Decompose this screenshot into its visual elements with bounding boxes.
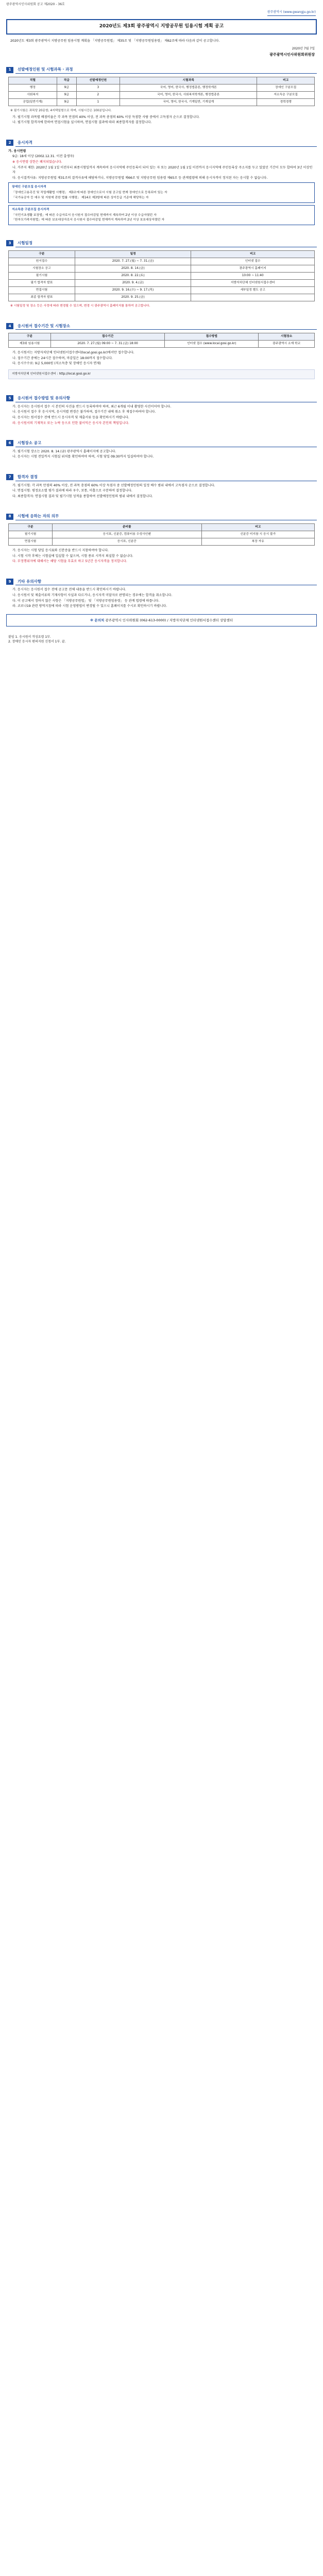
- cell: 필기 합격자 발표: [9, 279, 75, 286]
- s9-text: [8, 587, 315, 608]
- th: 구분: [9, 333, 51, 341]
- paragraph: 나. 필기시험 합격자에 한하여 면접시험을 실시하며, 면접시험 결과에 따라 최종합격자를 결정합니다.: [12, 121, 152, 125]
- section-6-title: 시험장소 공고: [15, 439, 317, 447]
- section-7-number: 7: [6, 474, 13, 480]
- application-link[interactable]: 지방자치단체 인터넷원서접수센터 : http://local.gosi.go.kr: [8, 369, 315, 379]
- cell: 세부일정 별도 공고: [191, 286, 315, 294]
- table-row: [9, 531, 315, 538]
- cell: 2020. 9. 16.(수) ~ 9. 17.(목): [75, 286, 191, 294]
- section-6-number: 6: [6, 440, 13, 446]
- table-schedule: [0, 249, 323, 302]
- paragraph: 9급: 18세 이상 (2002.12.31. 이전 출생자): [12, 155, 74, 159]
- paragraph: 나. 면접시험: 평정요소별 평가 결과에 따라 우수, 보통, 미흡으로 구분하여 결정합니다.: [12, 489, 132, 493]
- section-5: [6, 395, 317, 402]
- section-2: [6, 139, 317, 147]
- cell: 최종 합격자 발표: [9, 294, 75, 301]
- section-2-title: 응시자격: [15, 139, 317, 147]
- cell: 인터넷 접수: [191, 258, 315, 265]
- table-row: [9, 84, 315, 91]
- th: 직렬: [9, 77, 57, 84]
- section-9-title: 기타 유의사항: [15, 578, 317, 586]
- brand-logo[interactable]: [0, 7, 323, 16]
- th: 비고: [257, 77, 315, 84]
- th: 구분: [9, 524, 53, 531]
- contact-box: [6, 614, 317, 626]
- cell: 응시표, 신분증, 컴퓨터용 수성사인펜: [52, 531, 201, 538]
- paragraph: 다. 응시자는 원서접수 전에 반드시 응시자격 및 제출서류 등을 확인하시기 바랍니다.: [12, 415, 129, 419]
- notice-number: 광주광역시인사위원회 공고 제2020 - 36호: [6, 3, 65, 6]
- intro-text: 2020년도 제3회 광주광역시 지방공무원 임용시험 계획을 「지방공무원법」 제35조 및 「지방공무원임용령」 제62조에 따라 다음과 같이 공고합니다.: [10, 39, 220, 43]
- table-row: [9, 294, 315, 301]
- paragraph: 다. 응시결격사유: 지방공무원법 제31조의 결격사유에 해당하거나, 지방공무원법 제66조 및 지방공무원 임용령 제65조 등 관계법령에 의해 응시자격이 정지된 자는 응시할 수 없습니다.: [12, 176, 268, 180]
- box-line: 「국가유공자 등 예우 및 지원에 관한 법률 시행령」 제14조 제3항에 따른 상이등급 기준에 해당하는 자: [12, 196, 149, 199]
- paragraph: 라. 응시원서의 기재착오 또는 누락 등으로 인한 불이익은 응시자 본인의 책임입니다.: [12, 421, 129, 425]
- box-title: 저소득층 구분모집 응시자격: [12, 208, 49, 211]
- section-1-number: 1: [6, 67, 13, 73]
- section-9-number: 9: [6, 579, 13, 585]
- box-lowincome: [8, 205, 315, 225]
- cell: [191, 294, 315, 301]
- section-4-number: 4: [6, 323, 13, 329]
- s1-text: [8, 115, 315, 125]
- cell: 필기시험: [9, 531, 53, 538]
- paragraph: 나. 응시원서 및 제출서류의 기재사항이 사실과 다르거나, 응시자격 미달자로 판명되는 경우에는 합격을 취소합니다.: [12, 594, 173, 598]
- attachment-line: 붙임 1. 응시원서 작성요령 1부.: [8, 635, 51, 639]
- cell: 9급: [57, 91, 76, 98]
- contact-label: ※ 문의처: [90, 618, 105, 622]
- section-4: [6, 323, 317, 330]
- paragraph: 다. 최종합격자: 면접시험 결과 및 필기시험 성적을 종합하여 선발예정인원의 범위 내에서 결정합니다.: [12, 494, 153, 498]
- paragraph: 가. 응시자는 응시원서 접수 시 본인의 사진을 반드시 등록하여야 하며, 최근 6개월 이내 촬영한 사진이어야 합니다.: [12, 404, 172, 409]
- table-application: [0, 332, 323, 349]
- cell: 필기시험: [9, 272, 75, 279]
- brand-text: 광주광역시 (www.gwangju.go.kr): [267, 10, 316, 15]
- th: 접수기간: [50, 333, 164, 341]
- closing: [0, 632, 323, 652]
- cell: 국어, 영어, 한국사, 사회복지학개론, 행정법총론: [120, 91, 257, 98]
- table-note: ※ 필기시험은 과목당 20문항, 4지택일형으로 하며, 시험시간은 100분입니다.: [10, 109, 112, 112]
- section-4-title: 응시원서 접수기간 및 시험장소: [15, 323, 317, 330]
- paragraph: 나. 시험 시작 후에는 시험실에 입실할 수 없으며, 시험 종료 시까지 퇴실할 수 없습니다.: [12, 554, 133, 558]
- section-7-title: 합격자 결정: [15, 473, 317, 481]
- cell: 9급: [57, 84, 76, 91]
- cell: 신분증 미지참 시 응시 불가: [201, 531, 315, 538]
- th: 시험장소: [259, 333, 315, 341]
- paragraph: 다. 응시수수료: 9급 5,000원 (저소득층 및 장애인 응시자 면제): [12, 362, 101, 366]
- s8-text: [8, 548, 315, 564]
- table-row: [9, 265, 315, 272]
- paragraph: ※ 응시연령 상한은 폐지되었습니다.: [12, 160, 62, 164]
- th: 접수방법: [165, 333, 259, 341]
- s2-text: [8, 149, 315, 181]
- s7-text: [8, 483, 315, 499]
- s5-text: [8, 404, 315, 426]
- th: 선발예정인원: [76, 77, 120, 84]
- cell: 9급: [57, 98, 76, 106]
- cell: 시험장소 공고: [9, 265, 75, 272]
- paragraph: 나. 응시원서 접수 후 응시지역, 응시직렬 변경은 불가하며, 접수기간 내에 취소 후 재접수하여야 합니다.: [12, 410, 156, 414]
- cell: 2020. 7. 27.(월) ~ 7. 31.(금): [75, 258, 191, 265]
- box-title: 장애인 구분모집 응시자격: [12, 185, 46, 189]
- cell: 2020. 8. 14.(금): [75, 265, 191, 272]
- th: 구분: [9, 250, 75, 258]
- cell: 광주광역시 소재 학교: [259, 341, 315, 348]
- section-8: [6, 513, 317, 520]
- cell: 3: [76, 84, 120, 91]
- cell: 2020. 9. 4.(금): [75, 279, 191, 286]
- cell: 지방자치단체 인터넷원서접수센터: [191, 279, 315, 286]
- section-3: [6, 240, 317, 247]
- th: 준비물: [52, 524, 201, 531]
- table-row: [9, 538, 315, 546]
- paragraph: 나. 거주지 제한: 2020년 1월 1일 이전부터 최종시험일까지 계속하여 응시지역에 주민등록이 되어 있는 자 또는 2020년 1월 1일 이전까지 응시지역에 주민등록상 주소지를 두고 있었던 기간이 모두 합하여 3년 이상인 자: [12, 165, 313, 175]
- table-row: [9, 258, 315, 265]
- cell: 응시표, 신분증: [52, 538, 201, 546]
- attachment-line: 2. 장애인 응시자 편의지원 신청서 1부. 끝.: [8, 640, 66, 644]
- paragraph: 가. 필기시험 장소는 2020. 8. 14.(금) 광주광역시 홈페이지에 공고합니다.: [12, 449, 116, 453]
- section-9: [6, 578, 317, 586]
- table-duties: [0, 522, 323, 547]
- cell: 복장 자유: [201, 538, 315, 546]
- table-row: [9, 286, 315, 294]
- schedule-note: ※ 시험일정 및 장소 등은 사정에 따라 변경될 수 있으며, 변경 시 광주광역시 홈페이지를 통하여 공고합니다.: [10, 304, 150, 308]
- cell: 인터넷 접수 (www.local.gosi.go.kr): [165, 341, 259, 348]
- table-positions: [0, 76, 323, 107]
- cell: 행정: [9, 84, 57, 91]
- section-5-title: 응시원서 접수방법 및 유의사항: [15, 395, 317, 402]
- cell: 국어, 영어, 한국사, 행정법총론, 행정학개론: [120, 84, 257, 91]
- cell: 2: [76, 91, 120, 98]
- section-2-number: 2: [6, 140, 13, 146]
- box-line: 「한부모가족지원법」에 따른 보호대상자로서 응시원서 접수마감일 현재까지 계속하여 2년 이상 보호대상자였던 자: [12, 218, 165, 222]
- section-1: [6, 66, 317, 74]
- th: 시험과목: [120, 77, 257, 84]
- announcement-page: [0, 0, 323, 652]
- notice-date: 2020년 7월 7일: [292, 47, 315, 51]
- contact-text: 광주광역시 인사위원회 (062-613-0000) / 지방자치단체 인터넷원서접수센터 상담센터: [105, 618, 233, 622]
- paragraph: 나. 접수기간 중에는 24시간 접수하며, 마감일은 18:00까지 접수합니다.: [12, 356, 113, 360]
- s6-text: [8, 449, 315, 460]
- cell: 2020. 7. 27.(월) 09:00 ~ 7. 31.(금) 18:00: [50, 341, 164, 348]
- th: 직급: [57, 77, 76, 84]
- box-disabled: [8, 182, 315, 202]
- paragraph: 다. 부정행위자에 대해서는 해당 시험을 무효로 하고 5년간 응시자격을 정지합니다.: [12, 560, 127, 564]
- table-row: [9, 279, 315, 286]
- section-3-title: 시험일정: [15, 240, 317, 247]
- cell: 경력경쟁: [257, 98, 315, 106]
- paragraph: 가. 응시원서는 지방자치단체 인터넷원서접수센터(local.gosi.go.kr)에서만 접수합니다.: [12, 351, 134, 355]
- section-6: [6, 439, 317, 447]
- paragraph: 가. 응시자는 시험 당일 응시표와 신분증을 반드시 지참하여야 합니다.: [12, 549, 109, 553]
- th: 일정: [75, 250, 191, 258]
- table-row: [9, 341, 315, 348]
- cell: 면접시험: [9, 286, 75, 294]
- cell: 국어, 영어, 한국사, 기계일반, 기계설계: [120, 98, 257, 106]
- paragraph: 라. 코로나19 관련 방역지침에 따라 시험 운영방법이 변경될 수 있으니 홈페이지를 수시로 확인하시기 바랍니다.: [12, 604, 167, 608]
- th: 비고: [191, 250, 315, 258]
- intro: [0, 36, 323, 47]
- paragraph: 가. 필기시험 과목별 배점비율은 각 과목 만점의 40% 이상, 전 과목 총점의 60% 이상 득점한 사람 중에서 고득점자 순으로 결정합니다.: [12, 115, 200, 119]
- th: 비고: [201, 524, 315, 531]
- table-row: [9, 98, 315, 106]
- paragraph: 가. 필기시험: 각 과목 만점의 40% 이상, 전 과목 총점의 60% 이상 득점자 중 선발예정인원의 일정 배수 범위 내에서 고득점자 순으로 결정합니다.: [12, 483, 215, 487]
- section-8-number: 8: [6, 514, 13, 520]
- cell: 10:00 ~ 11:40: [191, 272, 315, 279]
- cell: 제3회 임용시험: [9, 341, 51, 348]
- table-row: [9, 272, 315, 279]
- section-8-title: 시험에 응하는 자의 의무: [15, 513, 317, 520]
- s2-head: 가. 응시연령: [8, 149, 26, 153]
- section-7: [6, 473, 317, 481]
- table-row: [9, 91, 315, 98]
- section-3-number: 3: [6, 240, 13, 246]
- page-title: 2020년도 제3회 광주광역시 지방공무원 임용시험 계획 공고: [6, 19, 317, 35]
- s4-text: [8, 350, 315, 366]
- cell: 2020. 8. 22.(토): [75, 272, 191, 279]
- cell: 공업(일반기계): [9, 98, 57, 106]
- cell: 면접시험: [9, 538, 53, 546]
- paragraph: 가. 응시자는 응시원서 접수 전에 공고문 전체 내용을 반드시 확인하시기 바랍니다.: [12, 588, 126, 592]
- box-line: 「장애인고용촉진 및 직업재활법 시행령」 제3조에 따른 장애인으로서 시험 공고일 현재 장애인으로 등록되어 있는 자: [12, 191, 167, 195]
- section-1-title: 선발예정인원 및 시험과목 · 과정: [15, 66, 317, 74]
- paragraph: 나. 응시자는 시험 전일까지 시험실 위치를 확인하여야 하며, 시험 당일 09:30까지 입실하여야 합니다.: [12, 455, 154, 459]
- cell: 저소득층 구분모집: [257, 91, 315, 98]
- cell: 1: [76, 98, 120, 106]
- cell: 원서접수: [9, 258, 75, 265]
- section-5-number: 5: [6, 395, 13, 401]
- paragraph: 다. 이 공고에서 정하지 않은 사항은 「지방공무원법」 및 「지방공무원임용령」 등 관계 법령에 따릅니다.: [12, 599, 160, 603]
- box-line: 「국민기초생활 보장법」에 따른 수급자로서 응시원서 접수마감일 현재까지 계속하여 2년 이상 수급자였던 자: [12, 213, 157, 217]
- cell: 광주광역시 홈페이지: [191, 265, 315, 272]
- notice-org: 광주광역시인사위원회위원장: [269, 53, 315, 57]
- cell: 사회복지: [9, 91, 57, 98]
- cell: 2020. 9. 25.(금): [75, 294, 191, 301]
- cell: 장애인 구분모집: [257, 84, 315, 91]
